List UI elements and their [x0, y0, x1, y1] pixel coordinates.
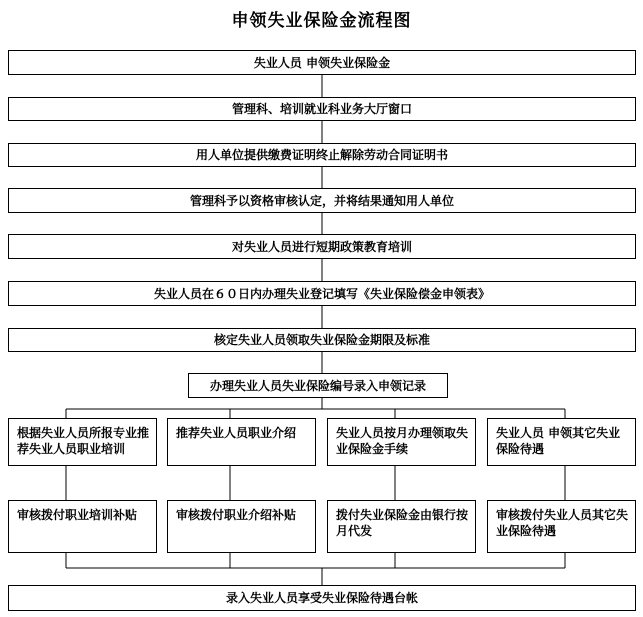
branch-box-job-referral: 推荐失业人员职业介绍 [167, 418, 316, 466]
step-box-7: 核定失业人员领取失业保险金期限及标准 [8, 328, 636, 352]
step-box-3: 用人单位提供缴费证明终止解除劳动合同证明书 [8, 143, 636, 167]
step-box-6: 失业人员在６０日内办理失业登记填写《失业保险偿金申领表》 [8, 281, 636, 306]
step-box-8: 办理失业人员失业保险编号录入申领记录 [188, 373, 448, 398]
approval-box-bank-payment: 拨付失业保险金由银行按月代发 [327, 500, 476, 553]
step-box-1: 失业人员 申领失业保险金 [8, 50, 636, 75]
final-box: 录入失业人员享受失业保险待遇台帐 [8, 585, 636, 611]
approval-box-other-benefit: 审核拨付失业人员其它失业保险待遇 [487, 500, 636, 553]
branch-box-other-benefit: 失业人员 申领其它失业保险待遇 [487, 418, 636, 466]
approval-box-training-subsidy: 审核拨付职业培训补贴 [8, 500, 157, 553]
approval-box-referral-subsidy: 审核拨付职业介绍补贴 [167, 500, 316, 553]
step-box-5: 对失业人员进行短期政策教育培训 [8, 234, 636, 259]
chart-title: 申领失业保险金流程图 [231, 11, 412, 31]
step-box-4: 管理科予以资格审核认定，并将结果通知用人单位 [8, 188, 636, 213]
branch-box-monthly-benefit: 失业人员按月办理领取失业保险金手续 [327, 418, 476, 466]
step-box-2: 管理科、培训就业科业务大厅窗口 [8, 97, 636, 121]
branch-box-training: 根据失业人员所报专业推荐失业人员职业培训 [8, 418, 157, 466]
